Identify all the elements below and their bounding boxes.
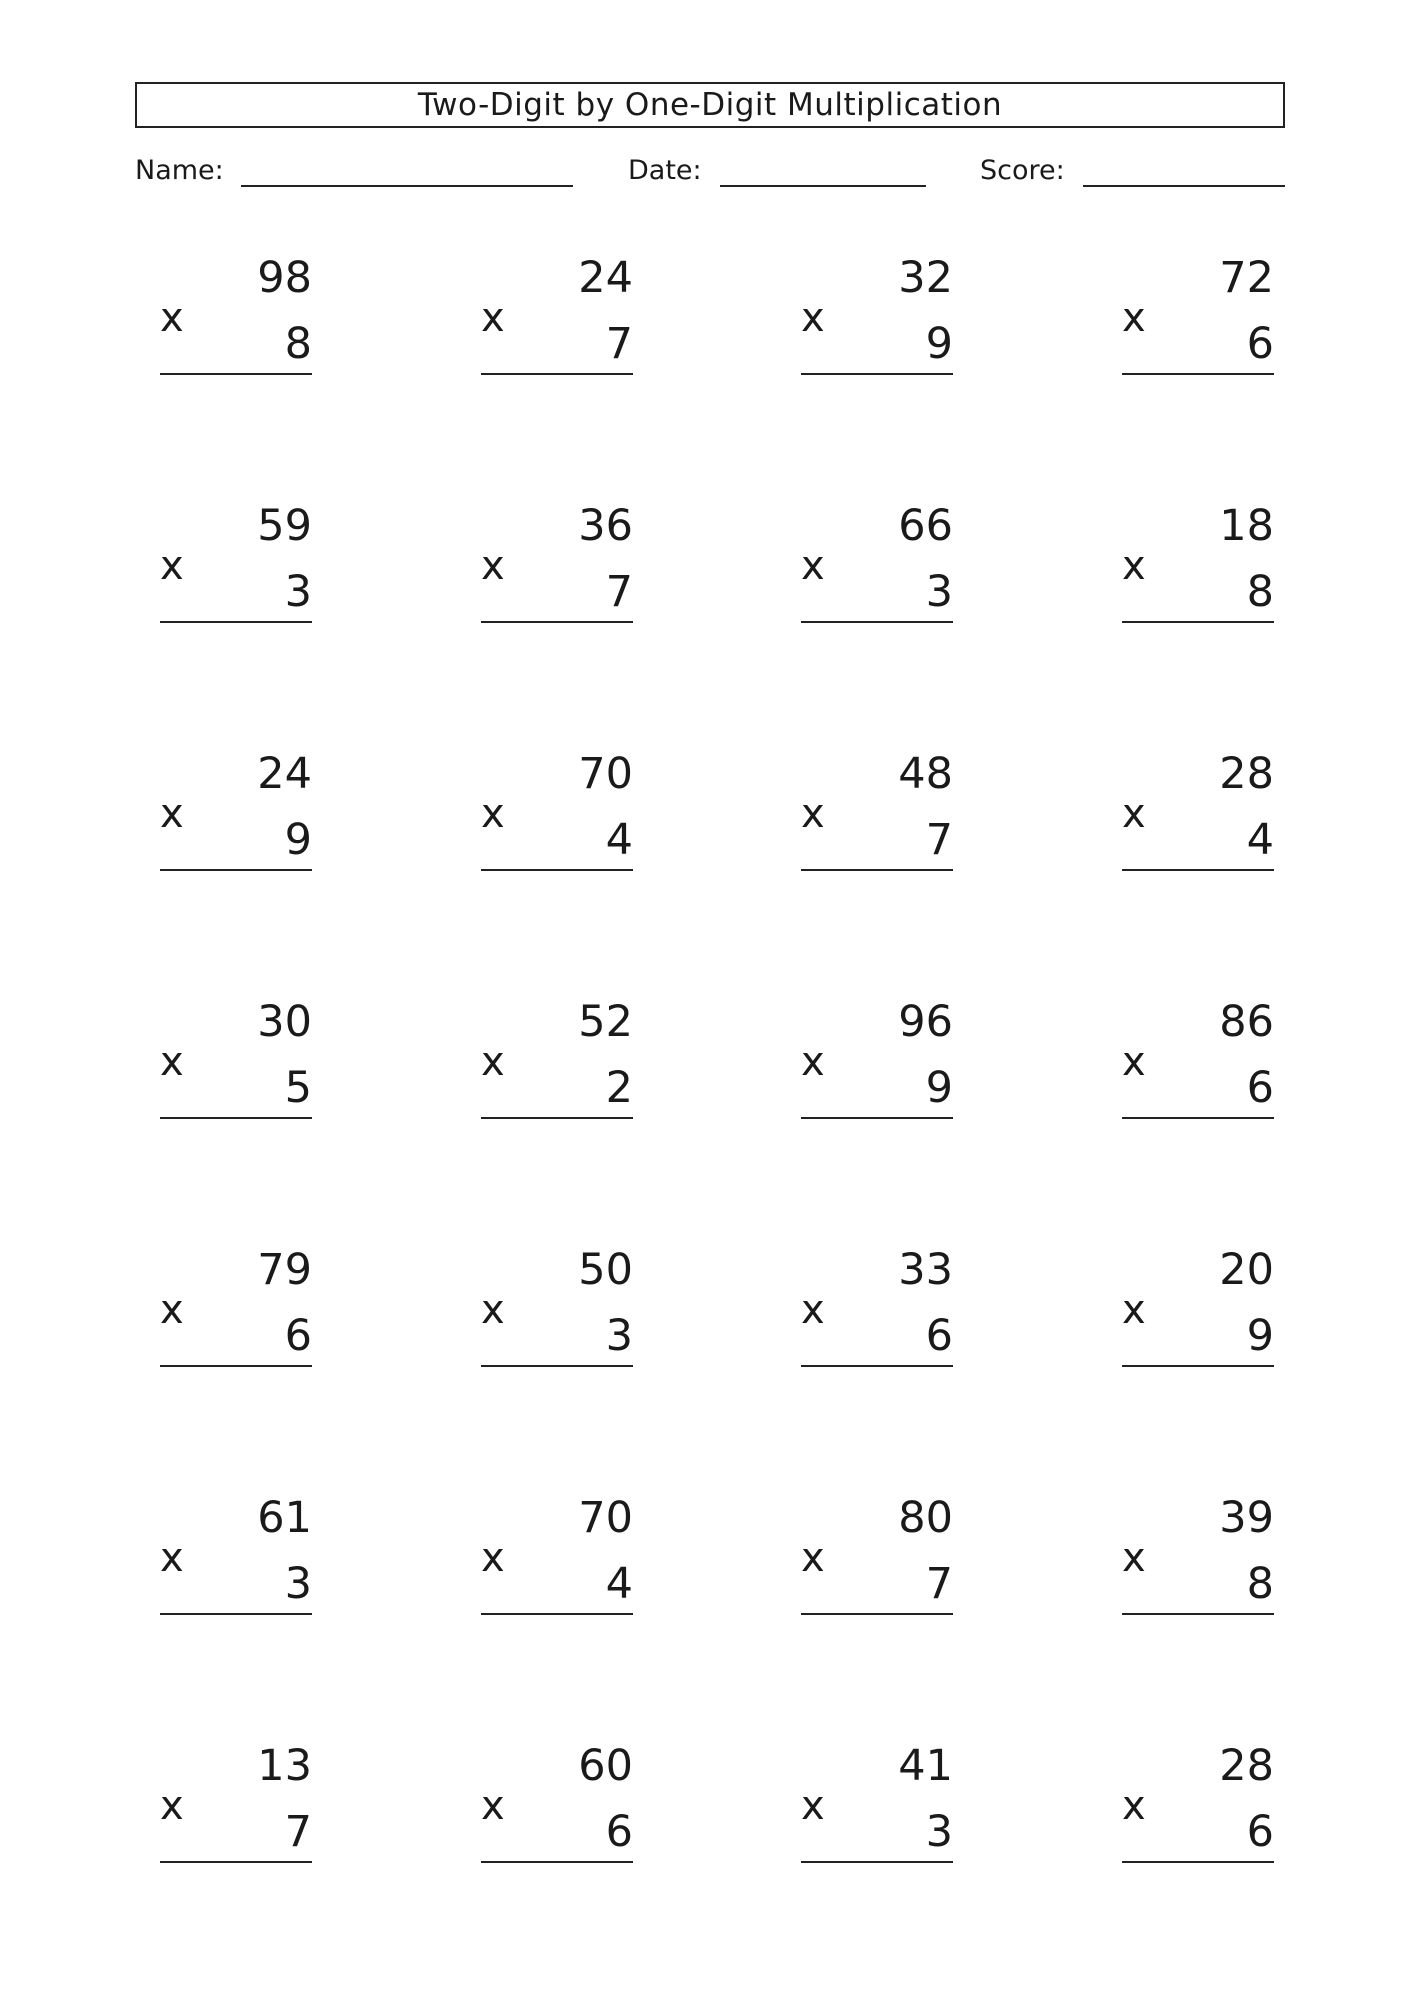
multiplicand: 66 <box>898 501 953 551</box>
multiplicand: 41 <box>898 1741 953 1791</box>
answer-line[interactable] <box>1122 1613 1274 1615</box>
problem-28 <box>1097 1740 1274 1880</box>
multiply-sign: x <box>1122 295 1146 341</box>
multiplier: 8 <box>284 319 312 369</box>
problem-1 <box>135 252 312 392</box>
answer-line[interactable] <box>160 869 312 871</box>
problem-6 <box>456 500 633 640</box>
problem-2 <box>456 252 633 392</box>
multiplicand: 48 <box>898 749 953 799</box>
answer-line[interactable] <box>160 1365 312 1367</box>
multiplicand: 24 <box>257 749 312 799</box>
name-field[interactable] <box>135 155 575 195</box>
multiplier: 7 <box>605 567 633 617</box>
multiplier: 3 <box>284 567 312 617</box>
date-blank-line[interactable] <box>720 185 926 187</box>
problem-9 <box>135 748 312 888</box>
problem-3 <box>776 252 953 392</box>
multiplicand: 96 <box>898 997 953 1047</box>
problem-15 <box>776 996 953 1136</box>
answer-line[interactable] <box>481 1613 633 1615</box>
multiply-sign: x <box>801 1535 825 1581</box>
answer-line[interactable] <box>481 373 633 375</box>
multiplier: 3 <box>925 1807 953 1857</box>
multiplier: 7 <box>284 1807 312 1857</box>
multiplier: 6 <box>1246 1807 1274 1857</box>
multiplicand: 60 <box>578 1741 633 1791</box>
multiply-sign: x <box>481 1039 505 1085</box>
problem-18 <box>456 1244 633 1384</box>
problem-27 <box>776 1740 953 1880</box>
answer-line[interactable] <box>481 1365 633 1367</box>
multiply-sign: x <box>160 1287 184 1333</box>
problem-22 <box>456 1492 633 1632</box>
multiply-sign: x <box>481 791 505 837</box>
name-label: Name: <box>135 155 224 186</box>
multiplier: 8 <box>1246 567 1274 617</box>
student-info-row <box>135 155 1285 195</box>
multiply-sign: x <box>481 543 505 589</box>
multiplicand: 13 <box>257 1741 312 1791</box>
answer-line[interactable] <box>160 621 312 623</box>
score-field[interactable] <box>980 155 1285 195</box>
answer-line[interactable] <box>481 621 633 623</box>
multiplier: 9 <box>1246 1311 1274 1361</box>
multiplicand: 70 <box>578 749 633 799</box>
multiplicand: 79 <box>257 1245 312 1295</box>
multiply-sign: x <box>160 791 184 837</box>
multiplier: 7 <box>925 1559 953 1609</box>
multiply-sign: x <box>1122 1287 1146 1333</box>
answer-line[interactable] <box>801 1117 953 1119</box>
problem-17 <box>135 1244 312 1384</box>
multiplier: 7 <box>925 815 953 865</box>
answer-line[interactable] <box>160 1613 312 1615</box>
problem-19 <box>776 1244 953 1384</box>
name-blank-line[interactable] <box>241 185 573 187</box>
multiply-sign: x <box>481 1535 505 1581</box>
problem-8 <box>1097 500 1274 640</box>
multiplicand: 70 <box>578 1493 633 1543</box>
problem-21 <box>135 1492 312 1632</box>
answer-line[interactable] <box>801 1365 953 1367</box>
multiplicand: 28 <box>1219 749 1274 799</box>
multiplier: 8 <box>1246 1559 1274 1609</box>
answer-line[interactable] <box>1122 869 1274 871</box>
problem-13 <box>135 996 312 1136</box>
multiply-sign: x <box>801 1287 825 1333</box>
multiplier: 9 <box>925 1063 953 1113</box>
multiply-sign: x <box>160 1535 184 1581</box>
multiplicand: 52 <box>578 997 633 1047</box>
problem-5 <box>135 500 312 640</box>
answer-line[interactable] <box>481 1861 633 1863</box>
multiplier: 2 <box>605 1063 633 1113</box>
worksheet-title: Two-Digit by One-Digit Multiplication <box>135 82 1285 128</box>
multiplier: 7 <box>605 319 633 369</box>
multiplicand: 28 <box>1219 1741 1274 1791</box>
multiplier: 3 <box>605 1311 633 1361</box>
multiplier: 3 <box>284 1559 312 1609</box>
problem-16 <box>1097 996 1274 1136</box>
multiply-sign: x <box>801 1783 825 1829</box>
problem-23 <box>776 1492 953 1632</box>
answer-line[interactable] <box>160 1861 312 1863</box>
multiply-sign: x <box>481 1287 505 1333</box>
answer-line[interactable] <box>801 1613 953 1615</box>
multiplier: 6 <box>1246 1063 1274 1113</box>
problem-24 <box>1097 1492 1274 1632</box>
multiply-sign: x <box>1122 791 1146 837</box>
date-field[interactable] <box>628 155 928 195</box>
problem-25 <box>135 1740 312 1880</box>
multiplicand: 18 <box>1219 501 1274 551</box>
multiply-sign: x <box>1122 543 1146 589</box>
multiply-sign: x <box>160 1783 184 1829</box>
multiplier: 6 <box>284 1311 312 1361</box>
multiplicand: 39 <box>1219 1493 1274 1543</box>
multiply-sign: x <box>1122 1039 1146 1085</box>
answer-line[interactable] <box>801 621 953 623</box>
multiply-sign: x <box>801 543 825 589</box>
multiplicand: 36 <box>578 501 633 551</box>
multiply-sign: x <box>160 543 184 589</box>
multiplier: 6 <box>1246 319 1274 369</box>
multiply-sign: x <box>801 295 825 341</box>
multiply-sign: x <box>160 1039 184 1085</box>
score-blank-line[interactable] <box>1083 185 1285 187</box>
answer-line[interactable] <box>801 869 953 871</box>
multiplicand: 20 <box>1219 1245 1274 1295</box>
problem-7 <box>776 500 953 640</box>
multiply-sign: x <box>1122 1783 1146 1829</box>
multiplicand: 33 <box>898 1245 953 1295</box>
multiplicand: 24 <box>578 253 633 303</box>
multiplier: 4 <box>1246 815 1274 865</box>
multiply-sign: x <box>481 295 505 341</box>
multiplicand: 80 <box>898 1493 953 1543</box>
answer-line[interactable] <box>1122 621 1274 623</box>
multiply-sign: x <box>481 1783 505 1829</box>
problem-14 <box>456 996 633 1136</box>
multiplicand: 32 <box>898 253 953 303</box>
problem-20 <box>1097 1244 1274 1384</box>
multiplicand: 61 <box>257 1493 312 1543</box>
answer-line[interactable] <box>1122 1117 1274 1119</box>
multiply-sign: x <box>1122 1535 1146 1581</box>
score-label: Score: <box>980 155 1065 186</box>
multiplier: 5 <box>284 1063 312 1113</box>
date-label: Date: <box>628 155 702 186</box>
answer-line[interactable] <box>481 869 633 871</box>
multiply-sign: x <box>160 295 184 341</box>
answer-line[interactable] <box>801 1861 953 1863</box>
multiplier: 4 <box>605 815 633 865</box>
multiplicand: 72 <box>1219 253 1274 303</box>
problem-10 <box>456 748 633 888</box>
multiplier: 6 <box>605 1807 633 1857</box>
problem-12 <box>1097 748 1274 888</box>
problem-11 <box>776 748 953 888</box>
multiply-sign: x <box>801 1039 825 1085</box>
answer-line[interactable] <box>160 1117 312 1119</box>
answer-line[interactable] <box>1122 1365 1274 1367</box>
multiplier: 3 <box>925 567 953 617</box>
problem-4 <box>1097 252 1274 392</box>
answer-line[interactable] <box>481 1117 633 1119</box>
multiplicand: 59 <box>257 501 312 551</box>
multiplicand: 86 <box>1219 997 1274 1047</box>
answer-line[interactable] <box>1122 1861 1274 1863</box>
problem-26 <box>456 1740 633 1880</box>
multiplier: 9 <box>925 319 953 369</box>
multiplier: 9 <box>284 815 312 865</box>
answer-line[interactable] <box>801 373 953 375</box>
multiply-sign: x <box>801 791 825 837</box>
answer-line[interactable] <box>160 373 312 375</box>
answer-line[interactable] <box>1122 373 1274 375</box>
multiplicand: 30 <box>257 997 312 1047</box>
multiplicand: 50 <box>578 1245 633 1295</box>
multiplier: 4 <box>605 1559 633 1609</box>
multiplicand: 98 <box>257 253 312 303</box>
multiplier: 6 <box>925 1311 953 1361</box>
